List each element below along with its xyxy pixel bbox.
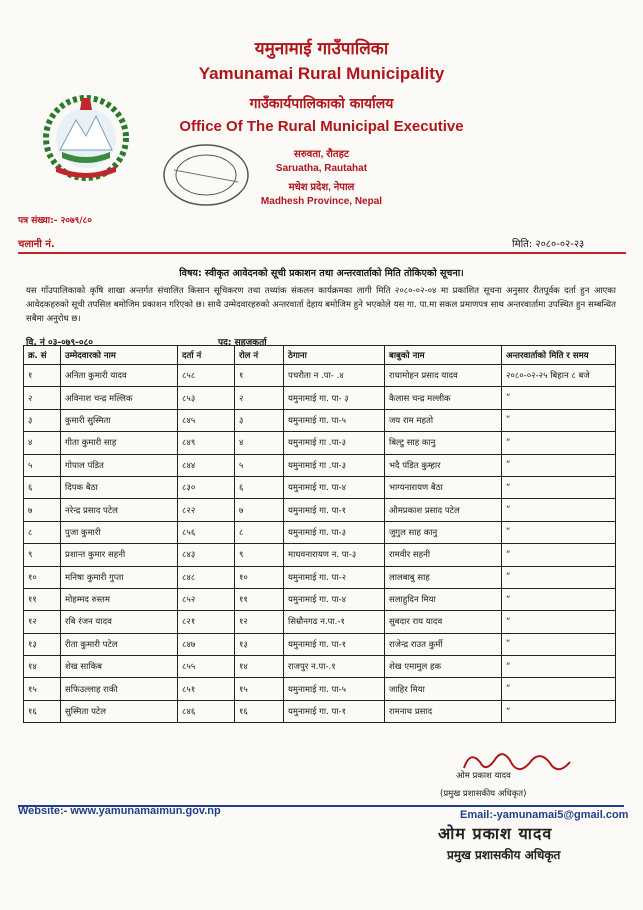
cell-father-name: भाग्यनारायण बैठा bbox=[385, 476, 502, 498]
cell-interview-time: “ bbox=[502, 566, 616, 588]
cell-interview-time: “ bbox=[502, 588, 616, 610]
table-row bbox=[24, 611, 616, 633]
cell-father-name: राधामोहन प्रसाद यादव bbox=[385, 365, 502, 387]
table-row bbox=[24, 588, 616, 610]
cell-father-name: शेख एमामुल हक bbox=[385, 656, 502, 678]
cell-roll-no: ४ bbox=[235, 432, 284, 454]
cell-interview-time: “ bbox=[502, 700, 616, 722]
cell-father-name: जय राम महतो bbox=[385, 409, 502, 431]
cell-father-name: राजेन्द्र राउत कुर्मी bbox=[385, 633, 502, 655]
table-row bbox=[24, 544, 616, 566]
cell-serial: ६ bbox=[24, 476, 61, 498]
table-row bbox=[24, 499, 616, 521]
cell-father-name: कैलास चन्द्र मल्लीक bbox=[385, 387, 502, 409]
cell-name: शेख साकिब bbox=[61, 656, 178, 678]
office-name-np: गाउँकार्यपालिकाको कार्यालय bbox=[249, 96, 394, 112]
cell-serial: ५ bbox=[24, 454, 61, 476]
cell-serial: ३ bbox=[24, 409, 61, 431]
table-row bbox=[24, 476, 616, 498]
cell-serial: १६ bbox=[24, 700, 61, 722]
table-row bbox=[24, 521, 616, 543]
cell-reg-no: ८२२ bbox=[178, 499, 235, 521]
table-row bbox=[24, 454, 616, 476]
notice-number: वि. नं ०३-०७९-०८० bbox=[26, 338, 93, 348]
cell-address: यमुनामाई गा .पा-३ bbox=[284, 454, 385, 476]
cell-interview-time: “ bbox=[502, 656, 616, 678]
cell-reg-no: ८४९ bbox=[178, 432, 235, 454]
cell-roll-no: ३ bbox=[235, 409, 284, 431]
cell-reg-no: ८५२ bbox=[178, 588, 235, 610]
cell-address: पचरौता न .पा- .४ bbox=[284, 365, 385, 387]
cell-roll-no: ९ bbox=[235, 544, 284, 566]
cell-serial: १४ bbox=[24, 656, 61, 678]
cell-serial: ११ bbox=[24, 588, 61, 610]
date: मिति: २०८०-०२-२३ bbox=[512, 239, 585, 250]
cell-interview-time: “ bbox=[502, 432, 616, 454]
cell-father-name: रामनाथ प्रसाद bbox=[385, 700, 502, 722]
cell-address: यमुनामाई गा. पा- ३ bbox=[284, 387, 385, 409]
col-interview-time: अन्तरवार्ताको मिति र समय bbox=[502, 346, 616, 365]
cell-reg-no: ८३० bbox=[178, 476, 235, 498]
cell-roll-no: ५ bbox=[235, 454, 284, 476]
cell-address: यमुनामाई गा. पा-३ bbox=[284, 521, 385, 543]
cell-interview-time: “ bbox=[502, 387, 616, 409]
table-row bbox=[24, 432, 616, 454]
cell-interview-time: “ bbox=[502, 633, 616, 655]
col-address: ठेगाना bbox=[284, 346, 385, 365]
office-name-en: Office Of The Rural Municipal Executive bbox=[179, 118, 464, 135]
cell-address: यमुनामाई गा. पा-४ bbox=[284, 588, 385, 610]
cell-father-name: सुबदार राय यादव bbox=[385, 611, 502, 633]
cell-father-name: औमप्रकाश प्रसाद पटेल bbox=[385, 499, 502, 521]
province-en: Madhesh Province, Nepal bbox=[260, 196, 383, 207]
cell-name: अनिता कुमारी यादव bbox=[61, 365, 178, 387]
cell-father-name: बिल्टु साह कानु bbox=[385, 432, 502, 454]
cell-roll-no: १० bbox=[235, 566, 284, 588]
cell-father-name: रामवीर सहनी bbox=[385, 544, 502, 566]
cell-reg-no: ८२१ bbox=[178, 611, 235, 633]
cell-interview-time: “ bbox=[502, 678, 616, 700]
cell-serial: १२ bbox=[24, 611, 61, 633]
cell-address: यमुनामाई गा. पा-२ bbox=[284, 566, 385, 588]
cell-roll-no: ८ bbox=[235, 521, 284, 543]
cell-father-name: भदै पंडित कुम्हार bbox=[385, 454, 502, 476]
cell-father-name: लालबाबु साह bbox=[385, 566, 502, 588]
cell-serial: १ bbox=[24, 365, 61, 387]
cell-address: यमुनामाई गा. पा-४ bbox=[284, 476, 385, 498]
cell-roll-no: १४ bbox=[235, 656, 284, 678]
cell-address: यमुनामाई गा. पा-१ bbox=[284, 633, 385, 655]
cell-roll-no: ६ bbox=[235, 476, 284, 498]
cell-name: अविनाश चन्द्र मल्लिक bbox=[61, 387, 178, 409]
header-divider bbox=[18, 252, 626, 254]
cell-father-name: जाहिर मिया bbox=[385, 678, 502, 700]
cell-address: सिम्रौनगढ न.पा.-१ bbox=[284, 611, 385, 633]
cell-name: गीता कुमारी साह bbox=[61, 432, 178, 454]
cell-interview-time: “ bbox=[502, 409, 616, 431]
stamp-name: ओम प्रकाश यादव bbox=[438, 824, 553, 843]
cell-reg-no: ८४८ bbox=[178, 566, 235, 588]
cell-roll-no: २ bbox=[235, 387, 284, 409]
cell-roll-no: ७ bbox=[235, 499, 284, 521]
cell-name: मनिषा कुमारी गुप्ता bbox=[61, 566, 178, 588]
subject-line: विषय: स्वीकृत आवेदनको सूची प्रकाशन तथा अन्तरवार्ताको मिति तोकिएको सूचना। bbox=[179, 268, 464, 279]
cell-serial: ८ bbox=[24, 521, 61, 543]
applicant-table bbox=[23, 345, 616, 723]
col-reg-no: दर्ता नं bbox=[178, 346, 235, 365]
cell-serial: ९ bbox=[24, 544, 61, 566]
table-row bbox=[24, 566, 616, 588]
cell-name: पुजा कुमारी bbox=[61, 521, 178, 543]
table-row bbox=[24, 633, 616, 655]
cell-roll-no: १५ bbox=[235, 678, 284, 700]
cell-roll-no: १३ bbox=[235, 633, 284, 655]
cell-address: यमुनामाई गा. पा-५ bbox=[284, 678, 385, 700]
table-row bbox=[24, 678, 616, 700]
cell-name: रबि रंजन यादव bbox=[61, 611, 178, 633]
signatory-name: ओम प्रकाश यादव bbox=[456, 771, 511, 781]
cell-reg-no: ८४६ bbox=[178, 700, 235, 722]
col-father-name: बाबुको नाम bbox=[385, 346, 502, 365]
dispatch-number: चलानी नं. bbox=[18, 239, 55, 250]
table-header-row bbox=[24, 346, 616, 365]
col-roll-no: रोल नं bbox=[235, 346, 284, 365]
cell-address: यमुनामाई गा .पा-३ bbox=[284, 432, 385, 454]
cell-name: कुमारी सुस्मिता bbox=[61, 409, 178, 431]
cell-name: सुस्मिता पटेल bbox=[61, 700, 178, 722]
municipality-name-np: यमुनामाई गाउँपालिका bbox=[254, 39, 389, 59]
table-row bbox=[24, 387, 616, 409]
cell-reg-no: ८४३ bbox=[178, 544, 235, 566]
body-paragraph: यस गाँउपालिकाको कृषि शाखा अन्तर्गत संचालित किसान सूचिकरण तथा तथ्यांक संकलन कार्यक्रमका लागी मिति २०८०-०२-०४ मा प्रकाशित सूचना अनुसार रीतपूर्वक दर्ता हुन आएका आवेदकहरुको सूची तपसिल बमोजिम प्रकाशन गरिएको छ। साथै उम्मेदवारहरुको अन्तरवार्ता देहाय बमोजिम हुने भएकोले यस गा. पा.मा सकल प्रमाणपत्र साथ अन्तरवार्तामा उपस्थित हुन सम्बन्धित सबैमा अनुरोध छ। bbox=[26, 286, 616, 324]
cell-father-name: सलाहुदिन मिया bbox=[385, 588, 502, 610]
signatory-post: (प्रमुख प्रशासकीय अधिकृत) bbox=[440, 789, 527, 799]
cell-address: यमुनामाई गा. पा-१ bbox=[284, 700, 385, 722]
cell-interview-time: “ bbox=[502, 476, 616, 498]
cell-roll-no: १६ bbox=[235, 700, 284, 722]
cell-name: गोपाल पंडित bbox=[61, 454, 178, 476]
cell-serial: ४ bbox=[24, 432, 61, 454]
cell-roll-no: ११ bbox=[235, 588, 284, 610]
cell-reg-no: ८५६ bbox=[178, 521, 235, 543]
cell-reg-no: ८५८ bbox=[178, 365, 235, 387]
cell-interview-time: “ bbox=[502, 499, 616, 521]
col-name: उम्मेदवारको नाम bbox=[61, 346, 178, 365]
letter-number: पत्र संख्या:- २०७९/८० bbox=[18, 216, 92, 226]
cell-interview-time: “ bbox=[502, 544, 616, 566]
address-en: Saruatha, Rautahat bbox=[275, 163, 368, 174]
cell-interview-time: २०८०-०२-२५ बिहान ८ बजे bbox=[502, 365, 616, 387]
cell-name: रीता कुमारी पटेल bbox=[61, 633, 178, 655]
cell-name: नरेन्द्र प्रसाद पटेल bbox=[61, 499, 178, 521]
cell-reg-no: ८४७ bbox=[178, 633, 235, 655]
cell-address: माधवनारायण न. पा-३ bbox=[284, 544, 385, 566]
cell-serial: २ bbox=[24, 387, 61, 409]
stamp-post: प्रमुख प्रशासकीय अधिकृत bbox=[447, 848, 561, 862]
cell-roll-no: १ bbox=[235, 365, 284, 387]
cell-reg-no: ८५३ bbox=[178, 387, 235, 409]
cell-reg-no: ८४५ bbox=[178, 409, 235, 431]
cell-name: दिपक बैठा bbox=[61, 476, 178, 498]
cell-interview-time: “ bbox=[502, 521, 616, 543]
cell-interview-time: “ bbox=[502, 454, 616, 476]
email-link[interactable]: Email:-yamunamai5@gmail.com bbox=[460, 809, 629, 821]
table-row bbox=[24, 656, 616, 678]
cell-serial: १५ bbox=[24, 678, 61, 700]
cell-name: मोहम्मद रुस्तम bbox=[61, 588, 178, 610]
cell-address: यमुनामाई गा. पा-५ bbox=[284, 409, 385, 431]
table-row bbox=[24, 409, 616, 431]
cell-roll-no: १२ bbox=[235, 611, 284, 633]
website-link[interactable]: Website:- www.yamunamaimun.gov.np bbox=[18, 805, 221, 817]
table-row bbox=[24, 700, 616, 722]
cell-address: यमुनामाई गा. पा-१ bbox=[284, 499, 385, 521]
cell-name: प्रशान्त कुमार सहनी bbox=[61, 544, 178, 566]
cell-interview-time: “ bbox=[502, 611, 616, 633]
post-title: पद: सहजकर्ता bbox=[218, 338, 267, 348]
cell-name: सफिउल्लाह राकी bbox=[61, 678, 178, 700]
cell-reg-no: ८४४ bbox=[178, 454, 235, 476]
cell-serial: १३ bbox=[24, 633, 61, 655]
cell-serial: ७ bbox=[24, 499, 61, 521]
cell-reg-no: ८५५ bbox=[178, 656, 235, 678]
table-row bbox=[24, 365, 616, 387]
address-np: सरुवता, रौतहट bbox=[294, 149, 349, 160]
municipality-name-en: Yamunamai Rural Municipality bbox=[198, 64, 445, 83]
province-np: मधेश प्रदेश, नेपाल bbox=[288, 182, 355, 193]
cell-reg-no: ८५१ bbox=[178, 678, 235, 700]
cell-father-name: जुगुल साह कानु bbox=[385, 521, 502, 543]
cell-address: राजपुर न.पा-.१ bbox=[284, 656, 385, 678]
cell-serial: १० bbox=[24, 566, 61, 588]
col-serial: क्र. सं bbox=[24, 346, 61, 365]
